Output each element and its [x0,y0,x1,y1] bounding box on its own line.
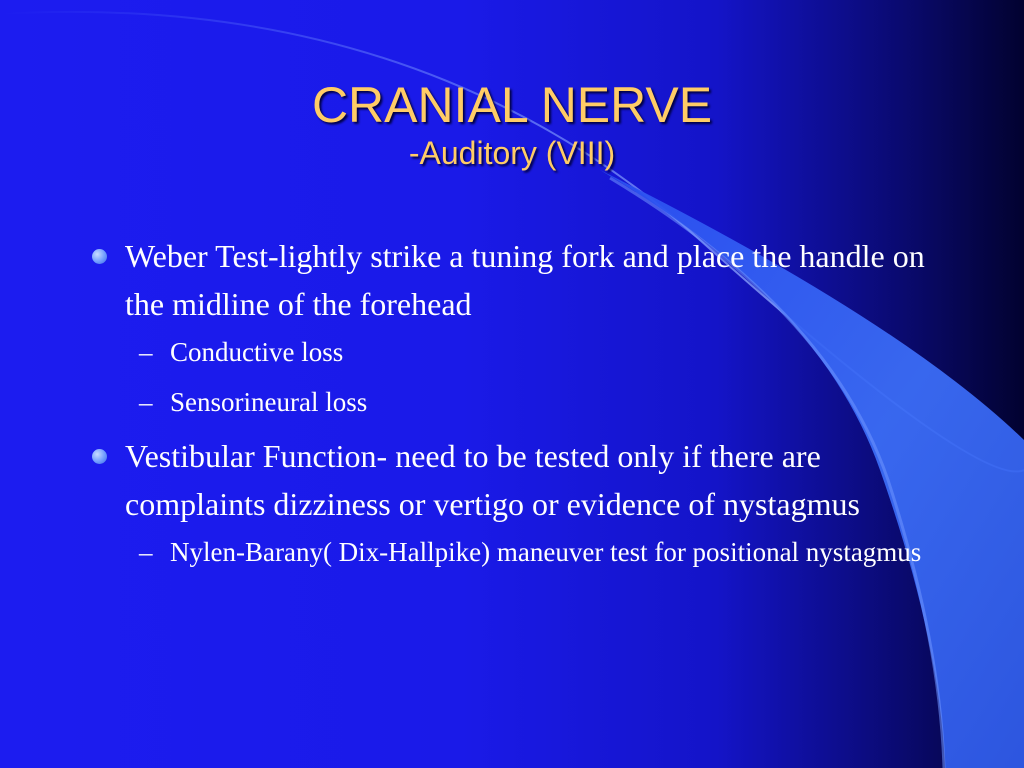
bullet-item [88,232,948,422]
bullet-dot-icon [92,449,107,464]
sub-bullet-item [125,532,948,572]
sub-bullet-text: Sensorineural loss [170,387,368,417]
dash-icon: – [139,337,153,367]
title-block [0,76,1024,172]
bullet-item [88,432,948,572]
dash-icon: – [139,387,153,417]
bullet-text: Weber Test-lightly strike a tuning fork and place the handle on the midline of the forehead [125,238,925,322]
bullet-dot-icon [92,249,107,264]
bullet-list [88,232,948,582]
slide-title: CRANIAL NERVE [311,77,713,133]
dash-icon: – [139,537,153,567]
sub-bullet-item [125,382,948,422]
sub-bullet-text: Conductive loss [170,337,344,367]
bullet-text: Vestibular Function- need to be tested only if there are complaints dizziness or vertigo or evidence of nystagmus [125,438,860,522]
sub-bullet-list [125,532,948,572]
sub-bullet-text: Nylen-Barany( Dix-Hallpike) maneuver test for positional nystagmus [170,537,922,567]
sub-bullet-list [125,332,948,422]
sub-bullet-item [125,332,948,372]
slide-subtitle: -Auditory (VIII) [408,135,616,171]
